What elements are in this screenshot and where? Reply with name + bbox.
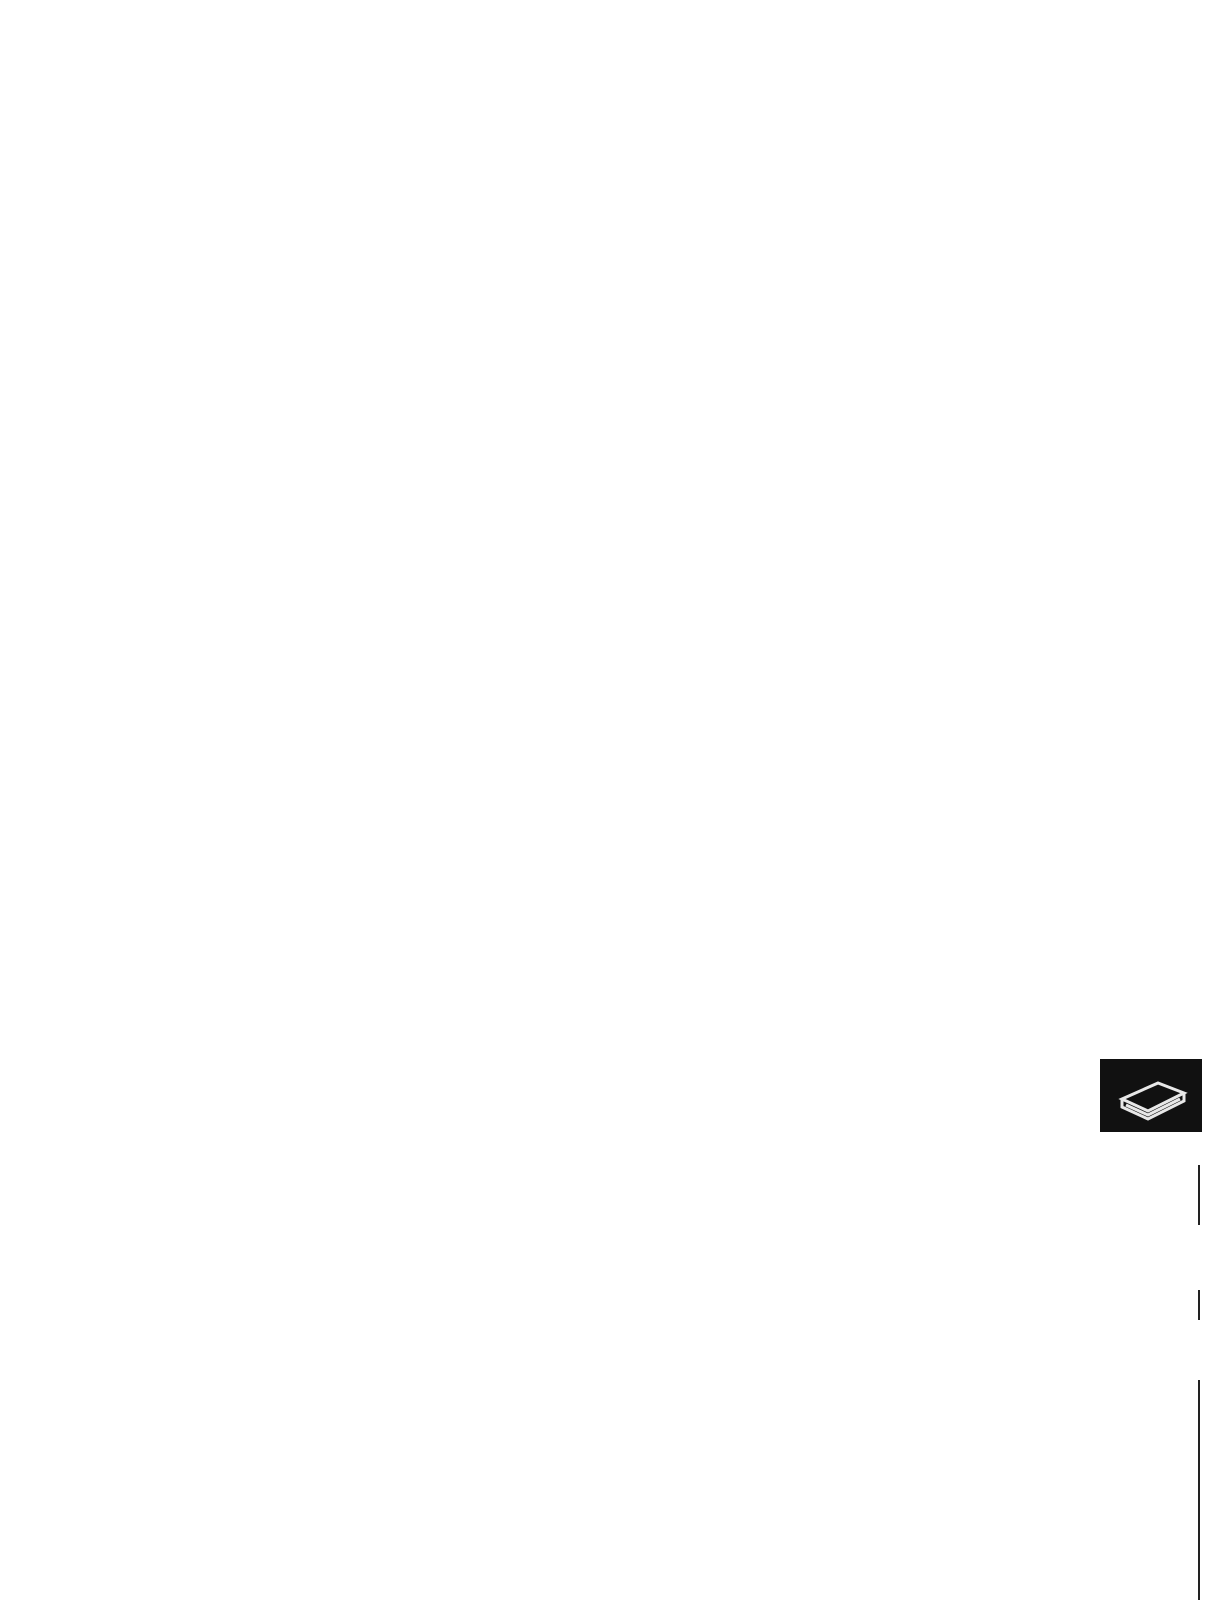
edge-mark [1198, 1380, 1200, 1600]
book-icon [1100, 1059, 1202, 1132]
edge-mark [1198, 1290, 1200, 1320]
edge-mark [1198, 1165, 1200, 1225]
spiral-binding [0, 0, 215, 1600]
